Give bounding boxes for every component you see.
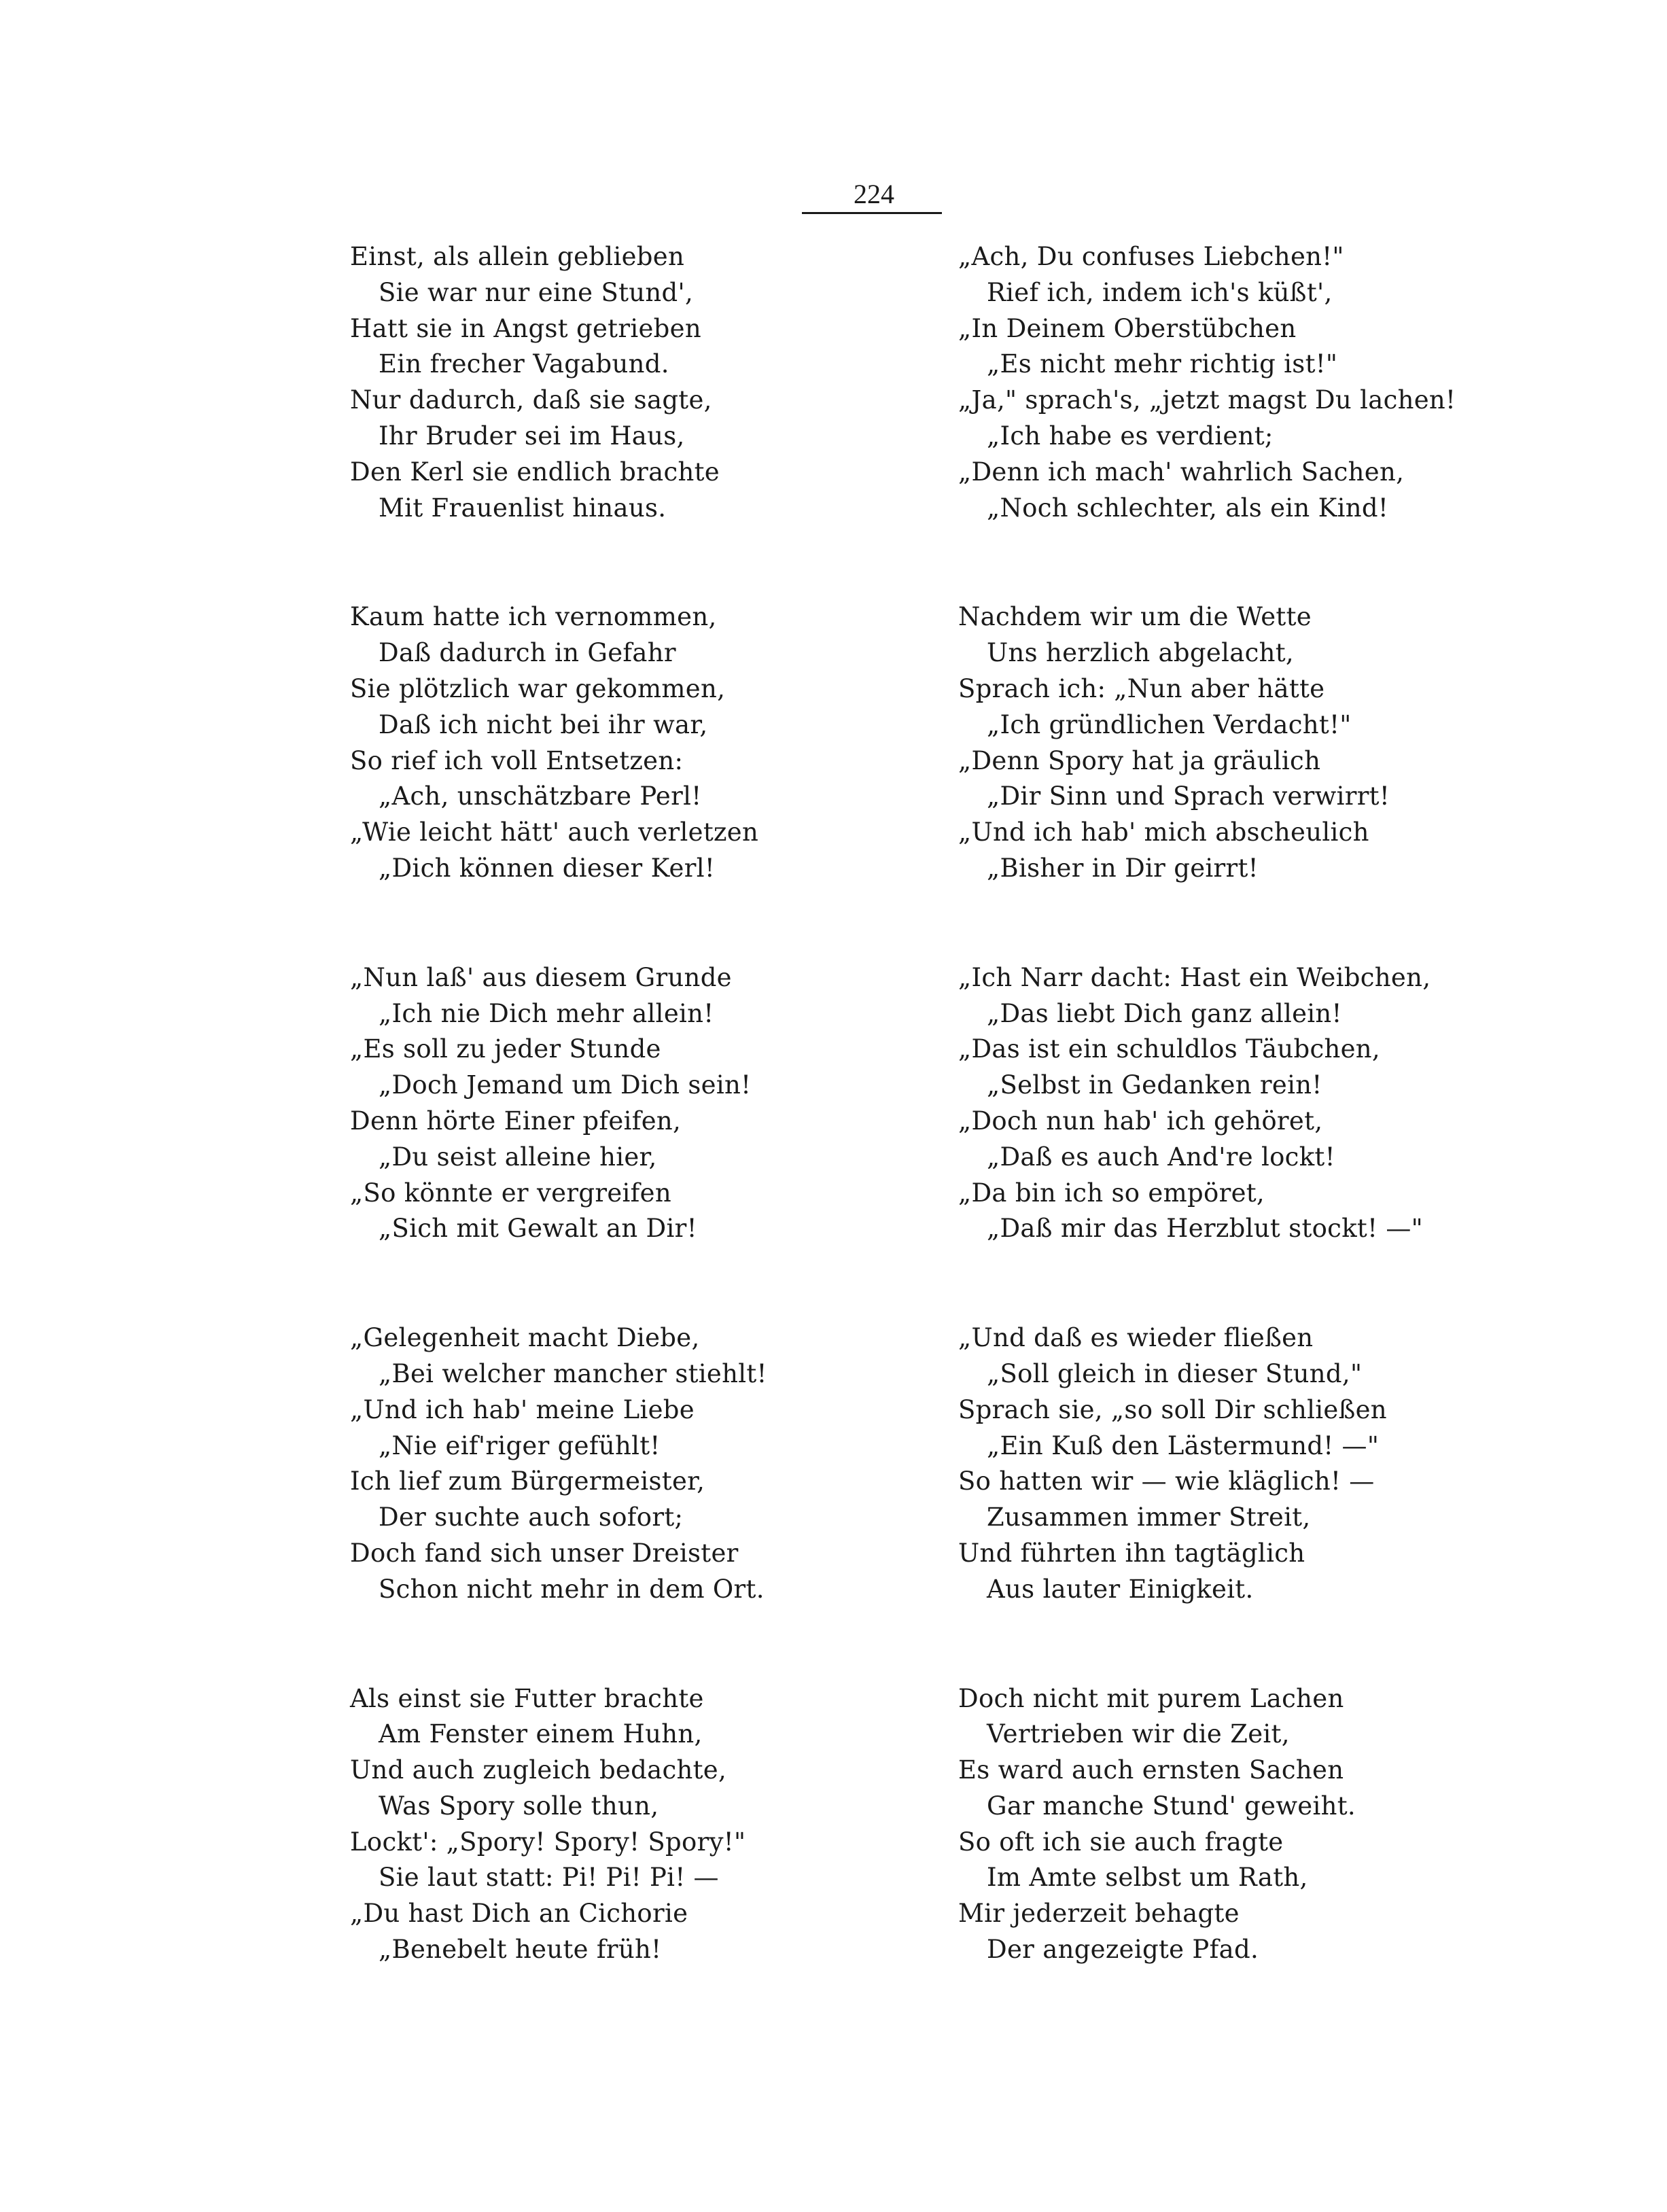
verse-line: Rief ich, indem ich's küßt', [987, 277, 1333, 307]
verse-line: „Doch nun hab' ich gehöret, [958, 1106, 1323, 1136]
verse-line: „Daß mir das Herzblut stockt! —" [987, 1214, 1423, 1244]
stanza [350, 1681, 962, 1968]
verse-line: „Und ich hab' meine Liebe [350, 1394, 695, 1424]
verse-line: Kaum hatte ich vernommen, [350, 602, 717, 632]
verse-line: Am Fenster einem Huhn, [379, 1719, 703, 1749]
verse-line: So oft ich sie auch fragte [958, 1827, 1284, 1857]
verse-line: „Und daß es wieder fließen [958, 1323, 1314, 1353]
verse-line: Hatt sie in Angst getrieben [350, 313, 701, 343]
verse-line: Nachdem wir um die Wette [958, 602, 1312, 632]
verse-line: „Nun laß' aus diesem Grunde [350, 962, 732, 992]
verse-line: „Sich mit Gewalt an Dir! [379, 1214, 697, 1244]
verse-line: Sprach ich: „Nun aber hätte [958, 673, 1325, 703]
verse-line: „Da bin ich so empöret, [958, 1178, 1265, 1208]
verse-line: „Doch Jemand um Dich sein! [379, 1070, 752, 1100]
verse-line: „Dich können dieser Kerl! [379, 853, 716, 883]
verse-line: Der angezeigte Pfad. [987, 1935, 1259, 1965]
verse-line: „Benebelt heute früh! [379, 1935, 662, 1965]
stanza [350, 599, 962, 886]
verse-line: Doch nicht mit purem Lachen [958, 1683, 1344, 1713]
verse-line: „Noch schlechter, als ein Kind! [987, 493, 1388, 523]
verse-line: „Das liebt Dich ganz allein! [987, 998, 1342, 1028]
verse-line: Mit Frauenlist hinaus. [379, 493, 667, 523]
verse-line: „Denn ich mach' wahrlich Sachen, [958, 457, 1405, 487]
verse-line: Einst, als allein geblieben [350, 242, 685, 271]
verse-line: „Es soll zu jeder Stunde [350, 1034, 661, 1064]
verse-line: Und auch zugleich bedachte, [350, 1755, 727, 1785]
stanza [350, 239, 962, 526]
verse-line: „Bei welcher mancher stiehlt! [379, 1358, 767, 1388]
stanza [958, 1320, 1434, 1607]
verse-line: „Soll gleich in dieser Stund," [987, 1358, 1363, 1388]
header-rule [802, 212, 942, 214]
verse-line: „Das ist ein schuldlos Täubchen, [958, 1034, 1380, 1064]
verse-line: „Ein Kuß den Lästermund! —" [987, 1430, 1380, 1460]
left-column [350, 239, 962, 2041]
verse-line: „Gelegenheit macht Diebe, [350, 1323, 700, 1353]
verse-line: „Selbst in Gedanken rein! [987, 1070, 1322, 1100]
verse-line: Der suchte auch sofort; [379, 1503, 684, 1532]
verse-line: Gar manche Stund' geweiht. [987, 1791, 1356, 1821]
verse-line: Zusammen immer Streit, [987, 1503, 1311, 1532]
stanza [958, 599, 1434, 886]
verse-line: „Ich nie Dich mehr allein! [379, 998, 714, 1028]
stanza [958, 1681, 1434, 1968]
verse-line: Denn hörte Einer pfeifen, [350, 1106, 682, 1136]
verse-line: Uns herzlich abgelacht, [987, 638, 1294, 668]
verse-line: „Ach, unschätzbare Perl! [379, 782, 702, 811]
verse-line: „Bisher in Dir geirrt! [987, 853, 1259, 883]
stanza [958, 239, 1456, 526]
verse-line: „Und ich hab' mich abscheulich [958, 818, 1369, 847]
verse-line: Als einst sie Futter brachte [350, 1683, 704, 1713]
verse-line: „In Deinem Oberstübchen [958, 313, 1297, 343]
verse-line: Den Kerl sie endlich brachte [350, 457, 720, 487]
verse-line: Nur dadurch, daß sie sagte, [350, 385, 712, 415]
verse-line: „Ach, Du confuses Liebchen!" [958, 242, 1344, 271]
verse-line: Sie plötzlich war gekommen, [350, 673, 726, 703]
verse-line: „Nie eif'riger gefühlt! [379, 1430, 661, 1460]
stanza [350, 1320, 962, 1607]
verse-line: Es ward auch ernsten Sachen [958, 1755, 1344, 1785]
stanza [958, 960, 1434, 1247]
verse-line: Doch fand sich unser Dreister [350, 1538, 739, 1568]
verse-line: Ich lief zum Bürgermeister, [350, 1467, 705, 1496]
verse-line: Und führten ihn tagtäglich [958, 1538, 1305, 1568]
verse-line: So rief ich voll Entsetzen: [350, 745, 684, 775]
verse-line: Daß ich nicht bei ihr war, [379, 709, 708, 739]
verse-line: „Denn Spory hat ja gräulich [958, 745, 1321, 775]
verse-line: Vertrieben wir die Zeit, [987, 1719, 1290, 1749]
verse-line: Ihr Bruder sei im Haus, [379, 421, 685, 451]
verse-line: „Dir Sinn und Sprach verwirrt! [987, 782, 1390, 811]
verse-line: Aus lauter Einigkeit. [987, 1574, 1254, 1604]
verse-line: „Es nicht mehr richtig ist!" [987, 349, 1338, 379]
verse-line: „Wie leicht hätt' auch verletzen [350, 818, 759, 847]
verse-line: „Ich gründlichen Verdacht!" [987, 709, 1352, 739]
verse-line: So hatten wir — wie kläglich! — [958, 1467, 1375, 1496]
stanza [350, 960, 962, 1247]
verse-line: Sie laut statt: Pi! Pi! Pi! — [379, 1863, 719, 1893]
verse-line: Daß dadurch in Gefahr [379, 638, 676, 668]
verse-line: „Ich habe es verdient; [987, 421, 1274, 451]
verse-line: „Du hast Dich an Cichorie [350, 1899, 688, 1929]
verse-line: Lockt': „Spory! Spory! Spory!" [350, 1827, 746, 1857]
verse-line: Sprach sie, „so soll Dir schließen [958, 1394, 1387, 1424]
verse-line: Mir jederzeit behagte [958, 1899, 1240, 1929]
verse-line: „Du seist alleine hier, [379, 1142, 657, 1172]
verse-line: „So könnte er vergreifen [350, 1178, 671, 1208]
verse-line: Im Amte selbst um Rath, [987, 1863, 1308, 1893]
verse-line: „Ja," sprach's, „jetzt magst Du lachen! [958, 385, 1456, 415]
verse-line: Schon nicht mehr in dem Ort. [379, 1574, 765, 1604]
right-column [958, 239, 1456, 2041]
verse-line: Sie war nur eine Stund', [379, 277, 694, 307]
verse-line: Ein frecher Vagabund. [379, 349, 669, 379]
page-number: 224 [854, 179, 894, 209]
verse-line: „Ich Narr dacht: Hast ein Weibchen, [958, 962, 1431, 992]
verse-line: „Daß es auch And're lockt! [987, 1142, 1335, 1172]
verse-line: Was Spory solle thun, [379, 1791, 659, 1821]
